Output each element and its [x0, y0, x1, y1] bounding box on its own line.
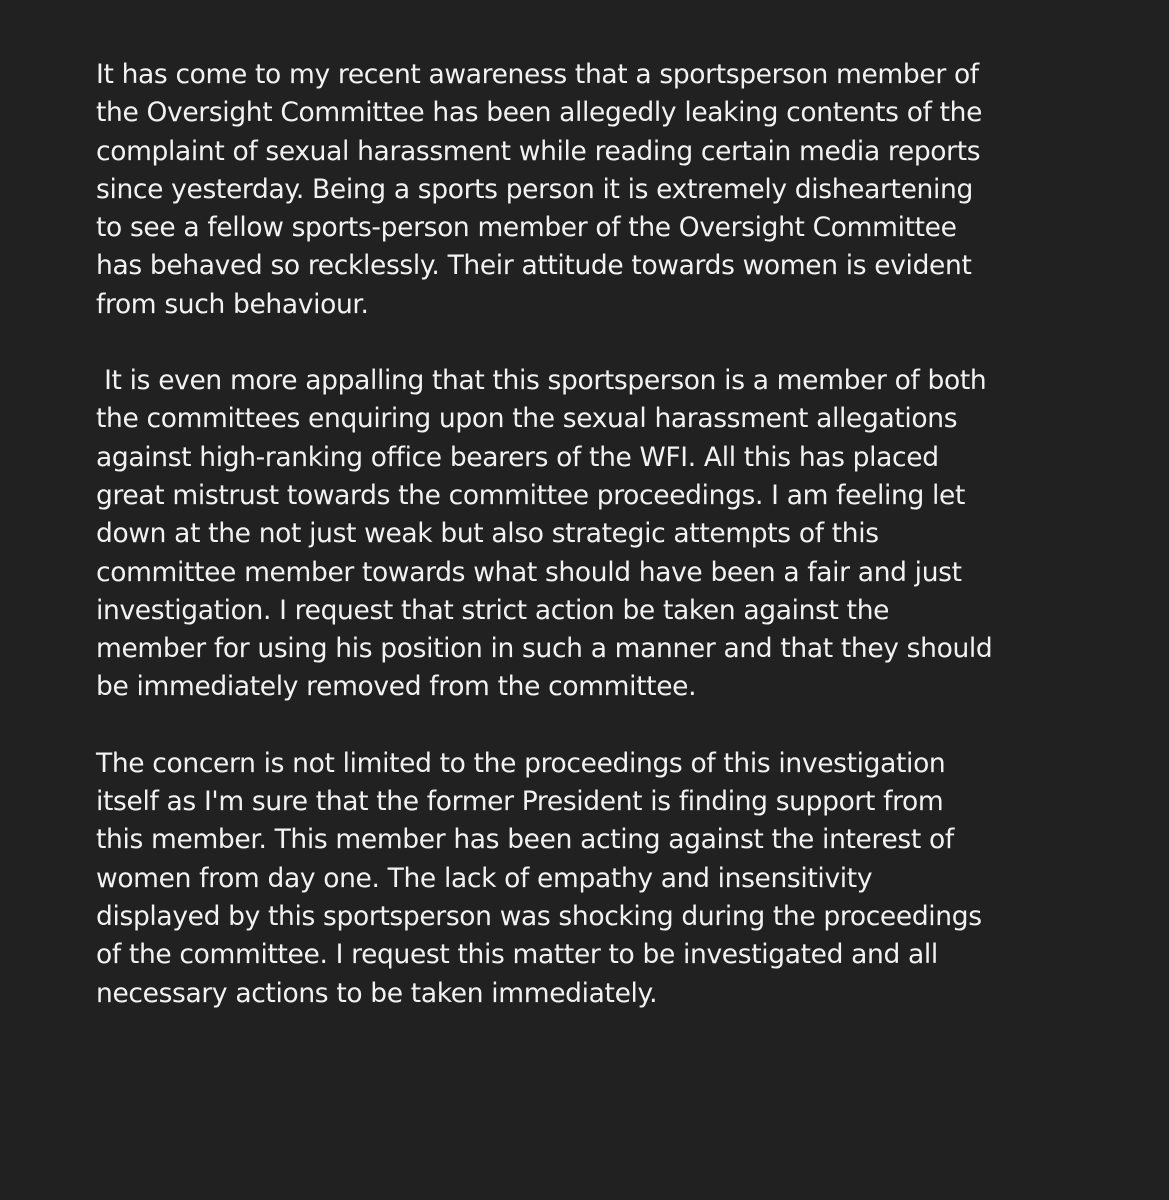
text-line: women from day one. The lack of empathy and insensitivity — [96, 862, 873, 894]
text-line: displayed by this sportsperson was shocking during the proceedings — [96, 900, 982, 932]
text-line: It has come to my recent awareness that a sportsperson member of — [96, 59, 979, 90]
text-line: the committees enquiring upon the sexual harassment allegations — [96, 403, 958, 435]
paragraph-2 — [96, 362, 1116, 707]
text-line: great mistrust towards the committee proceedings. I am feeling let — [96, 479, 966, 511]
text-line: against high-ranking office bearers of the WFI. All this has placed — [96, 441, 939, 473]
text-line: be immediately removed from the committee. — [96, 671, 697, 703]
text-line: to see a fellow sports-person member of the Oversight Committee — [96, 212, 957, 244]
text-line: member for using his position in such a manner and that they should — [96, 633, 993, 665]
text-line: has behaved so recklessly. Their attitude towards women is evident — [96, 250, 972, 282]
text-line: down at the not just weak but also strategic attempts of this — [96, 518, 879, 550]
paragraph-3 — [96, 745, 1116, 1013]
text-line: of the committee. I request this matter to be investigated and all — [96, 939, 938, 971]
text-line: It is even more appalling that this sportsperson is a member of both — [96, 365, 987, 397]
text-line: from such behaviour. — [96, 288, 369, 320]
text-line: necessary actions to be taken immediately. — [96, 977, 658, 1009]
text-line: this member. This member has been acting against the interest of — [96, 824, 954, 856]
text-line: committee member towards what should have been a fair and just — [96, 556, 962, 588]
text-line: the Oversight Committee has been allegedly leaking contents of the — [96, 97, 983, 129]
text-line: investigation. I request that strict action be taken against the — [96, 594, 890, 626]
text-line: since yesterday. Being a sports person it is extremely disheartening — [96, 173, 973, 205]
text-line: complaint of sexual harassment while reading certain media reports — [96, 135, 981, 167]
paragraph-1 — [96, 56, 1116, 324]
statement-text — [96, 56, 1116, 1013]
text-line: The concern is not limited to the proceedings of this investigation — [96, 747, 946, 779]
text-line: itself as I'm sure that the former President is finding support from — [96, 786, 944, 818]
